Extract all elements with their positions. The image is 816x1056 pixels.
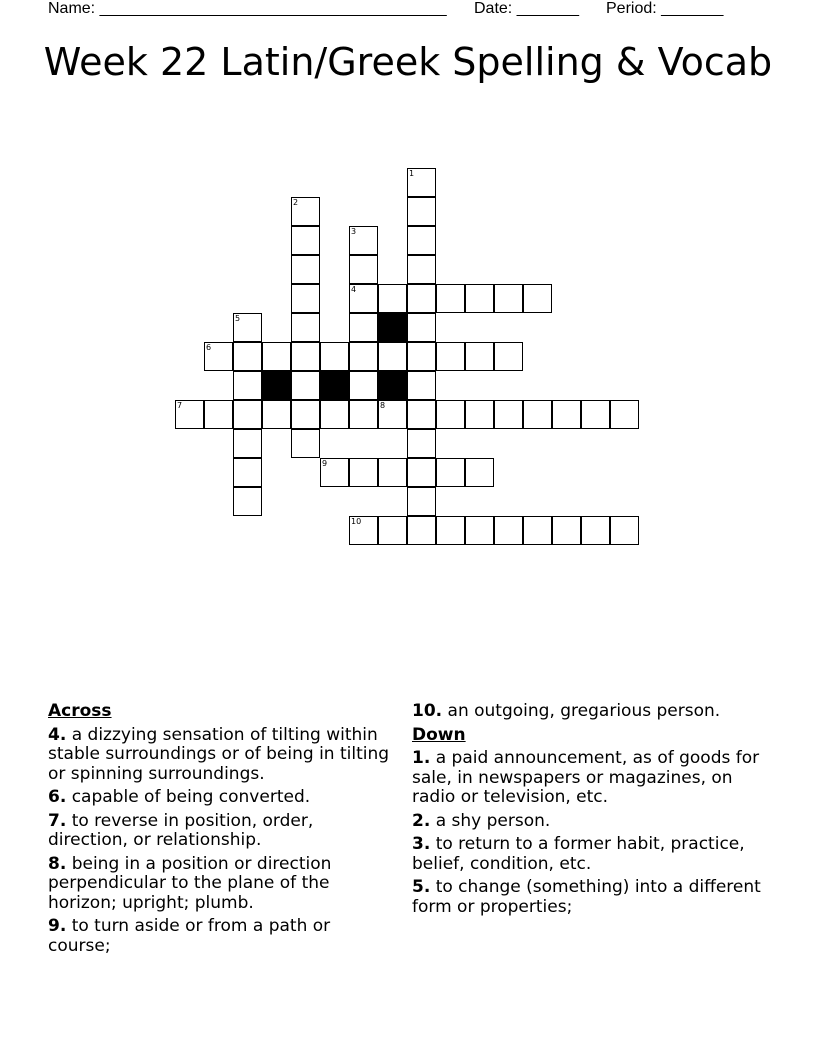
grid-cell[interactable] (436, 400, 465, 429)
grid-cell[interactable] (494, 342, 523, 371)
grid-cell[interactable] (204, 400, 233, 429)
down-clue-3: 3. to return to a former habit, practice, belief, condition, etc. (412, 834, 745, 874)
grid-cell[interactable] (407, 371, 436, 400)
grid-cell[interactable] (349, 226, 378, 255)
grid-cell[interactable] (349, 400, 378, 429)
grid-cell[interactable] (320, 458, 349, 487)
grid-cell[interactable] (407, 255, 436, 284)
grid-cell[interactable] (378, 400, 407, 429)
down-clue-1: 1. a paid announcement, as of goods for sale, in newspapers or magazines, on radio or television, etc. (412, 748, 760, 807)
clue-column-right (412, 702, 762, 921)
grid-cell[interactable] (407, 487, 436, 516)
grid-cell[interactable] (349, 516, 378, 545)
grid-cell[interactable] (407, 458, 436, 487)
grid-cell[interactable] (465, 458, 494, 487)
grid-cell[interactable] (349, 458, 378, 487)
blocked-cell (378, 371, 407, 400)
grid-cell[interactable] (233, 487, 262, 516)
across-clue-9: 9. to turn aside or from a path or course; (48, 916, 331, 956)
clue-number: 2 (293, 198, 299, 207)
grid-cell[interactable] (465, 400, 494, 429)
grid-cell[interactable] (291, 197, 320, 226)
date-field-label: Date: _______ (474, 0, 579, 17)
grid-cell[interactable] (291, 226, 320, 255)
clue-number: 3 (351, 227, 357, 236)
grid-cell[interactable] (581, 400, 610, 429)
grid-cell[interactable] (291, 400, 320, 429)
grid-cell[interactable] (407, 313, 436, 342)
grid-cell[interactable] (552, 400, 581, 429)
grid-cell[interactable] (320, 342, 349, 371)
grid-cell[interactable] (204, 342, 233, 371)
grid-cell[interactable] (523, 400, 552, 429)
clue-number: 10 (351, 517, 362, 526)
grid-cell[interactable] (436, 516, 465, 545)
grid-cell[interactable] (378, 516, 407, 545)
grid-cell[interactable] (436, 458, 465, 487)
grid-cell[interactable] (494, 284, 523, 313)
blocked-cell (320, 371, 349, 400)
grid-cell[interactable] (291, 429, 320, 458)
across-clue-10: 10. an outgoing, gregarious person. (412, 701, 721, 721)
across-heading: Across (48, 701, 112, 721)
grid-cell[interactable] (407, 400, 436, 429)
grid-cell[interactable] (610, 400, 639, 429)
grid-cell[interactable] (291, 284, 320, 313)
grid-cell[interactable] (523, 516, 552, 545)
grid-cell[interactable] (407, 197, 436, 226)
grid-cell[interactable] (610, 516, 639, 545)
name-field-label: Name: _______________________________________ (48, 0, 447, 17)
blocked-cell (262, 371, 291, 400)
clue-number: 7 (177, 401, 183, 410)
grid-cell[interactable] (233, 342, 262, 371)
grid-cell[interactable] (291, 313, 320, 342)
down-clue-2: 2. a shy person. (412, 810, 551, 831)
grid-cell[interactable] (407, 226, 436, 255)
grid-cell[interactable] (407, 168, 436, 197)
across-clue-4: 4. a dizzying sensation of tilting within stable surroundings or of being in tilting or spinning surroundings. (48, 724, 390, 784)
blocked-cell (378, 313, 407, 342)
grid-cell[interactable] (378, 458, 407, 487)
grid-cell[interactable] (465, 342, 494, 371)
grid-cell[interactable] (291, 255, 320, 284)
grid-cell[interactable] (233, 400, 262, 429)
grid-cell[interactable] (465, 516, 494, 545)
grid-cell[interactable] (407, 516, 436, 545)
grid-cell[interactable] (581, 516, 610, 545)
grid-cell[interactable] (407, 342, 436, 371)
clue-number: 6 (206, 343, 212, 352)
grid-cell[interactable] (320, 400, 349, 429)
grid-cell[interactable] (291, 342, 320, 371)
clue-number: 4 (351, 285, 357, 294)
grid-cell[interactable] (175, 400, 204, 429)
period-field-label: Period: _______ (606, 0, 724, 17)
grid-cell[interactable] (233, 313, 262, 342)
grid-cell[interactable] (291, 371, 320, 400)
grid-cell[interactable] (494, 400, 523, 429)
across-clue-8: 8. being in a position or direction perpendicular to the plane of the horizon; upright; plumb. (48, 853, 332, 913)
grid-cell[interactable] (262, 400, 291, 429)
grid-cell[interactable] (378, 284, 407, 313)
grid-cell[interactable] (436, 342, 465, 371)
grid-cell[interactable] (378, 342, 407, 371)
grid-cell[interactable] (349, 284, 378, 313)
grid-cell[interactable] (349, 371, 378, 400)
page-title: Week 22 Latin/Greek Spelling & Vocab (43, 40, 773, 84)
grid-cell[interactable] (465, 284, 494, 313)
grid-cell[interactable] (262, 342, 291, 371)
grid-cell[interactable] (349, 313, 378, 342)
clue-number: 1 (409, 169, 415, 178)
grid-cell[interactable] (349, 255, 378, 284)
grid-cell[interactable] (407, 284, 436, 313)
clue-number: 5 (235, 314, 241, 323)
clue-number: 8 (380, 401, 386, 410)
grid-cell[interactable] (349, 342, 378, 371)
clue-column-left (48, 702, 398, 960)
grid-cell[interactable] (436, 284, 465, 313)
grid-cell[interactable] (552, 516, 581, 545)
grid-cell[interactable] (233, 371, 262, 400)
across-clue-7: 7. to reverse in position, order, direction, or relationship. (48, 810, 314, 850)
grid-cell[interactable] (233, 458, 262, 487)
grid-cell[interactable] (494, 516, 523, 545)
across-clue-6: 6. capable of being converted. (48, 787, 311, 807)
grid-cell[interactable] (233, 429, 262, 458)
grid-cell[interactable] (523, 284, 552, 313)
down-clue-5: 5. to change (something) into a different form or properties; (412, 877, 761, 917)
clue-number: 9 (322, 459, 328, 468)
grid-cell[interactable] (407, 429, 436, 458)
down-heading: Down (412, 724, 466, 745)
